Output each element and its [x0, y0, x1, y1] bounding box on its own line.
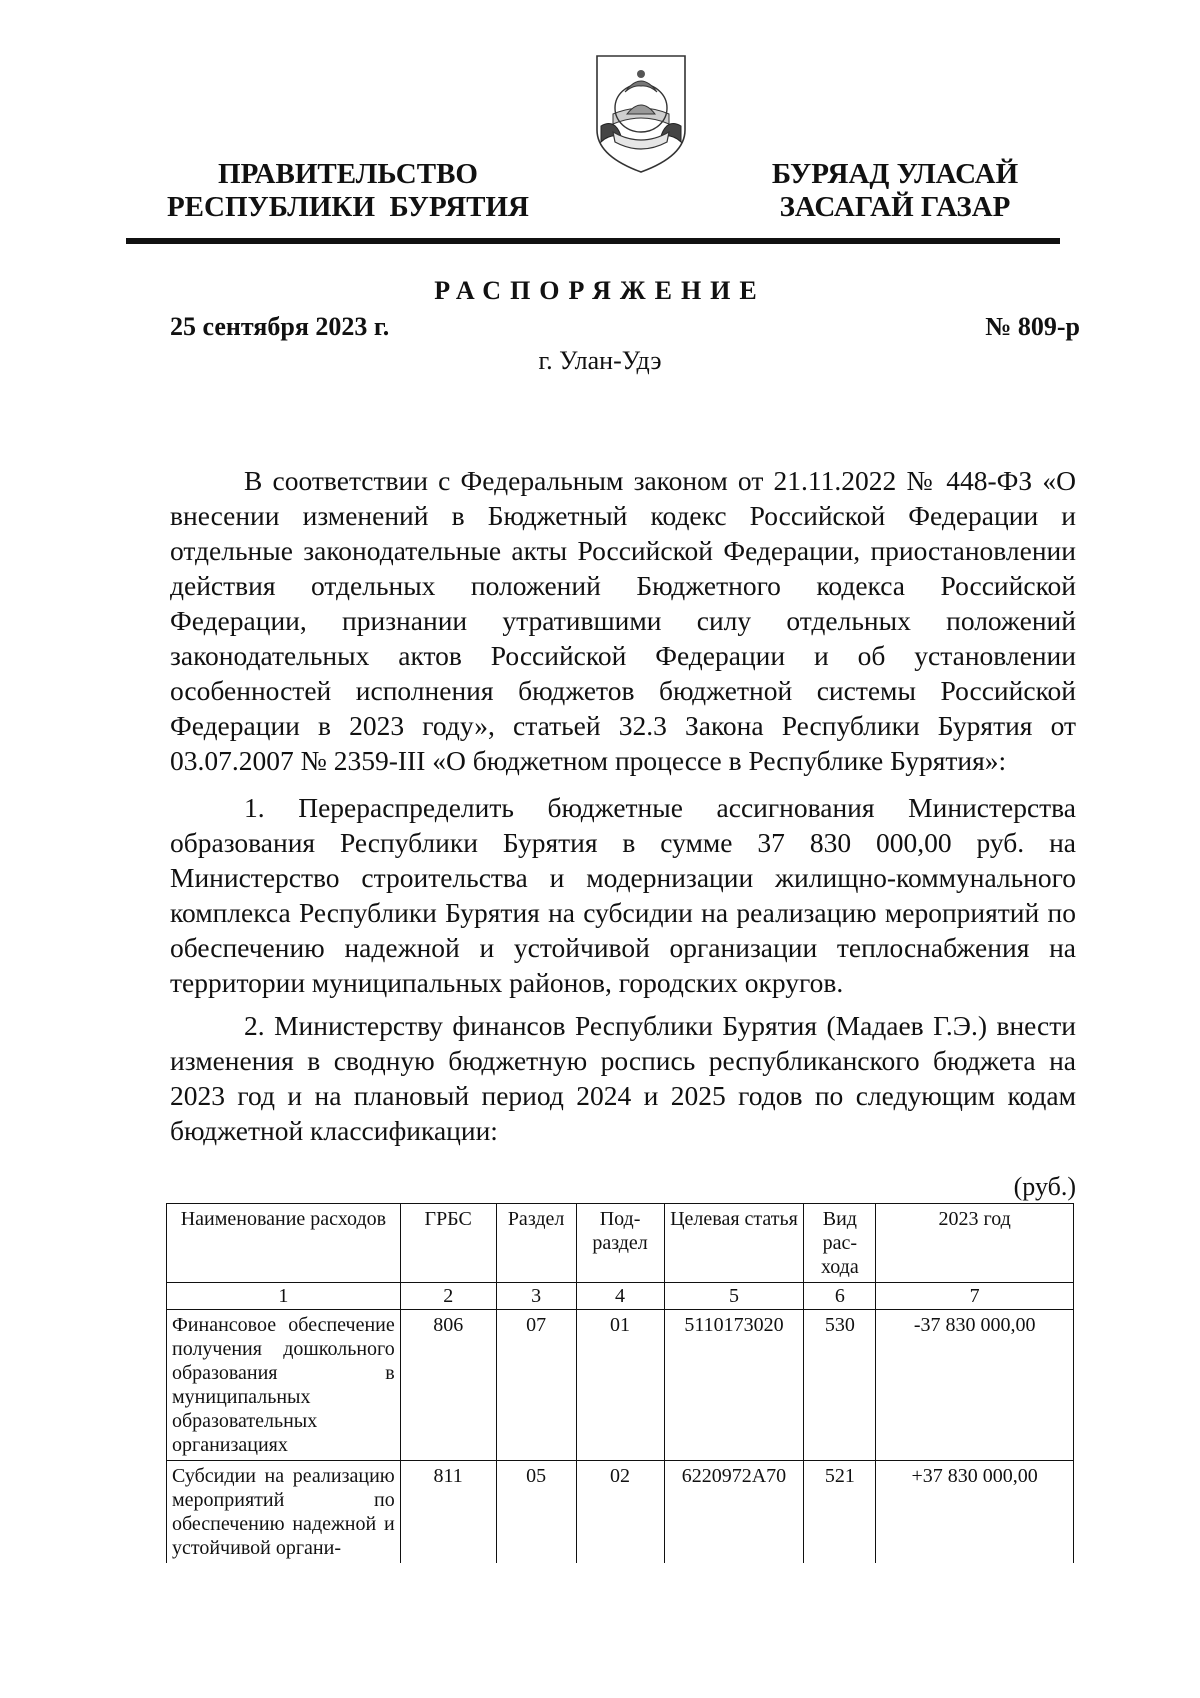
header-year: 2023 год — [876, 1204, 1074, 1283]
preamble-paragraph: В соответствии с Федеральным законом от 21.11.2022 № 448-ФЗ «О внесении изменений в Бюджетный кодекс Российской Федерации и отдельные законодательные акты Российской Федерации, приостановлении действия отдельных положений Бюджетного кодекса Российской Федерации, признании утратившими силу отдельных положений законодательных актов Российской Федерации и об установлении особенностей исполнения бюджетов бюджетной системы Российской Федерации в 2023 году», статьей 32.3 Закона Республики Бурятия от 03.07.2007 № 2359-III «О бюджетном процессе в Республике Бурятия»: — [170, 465, 1076, 776]
item1-block — [170, 790, 1076, 1000]
document-city: г. Улан-Удэ — [538, 346, 662, 375]
row-target: 6220972A70 — [664, 1461, 804, 1564]
document-number: № 809-р — [985, 312, 1080, 341]
row-subsection: 02 — [576, 1461, 664, 1564]
issuer-name-russian — [148, 158, 548, 224]
row-name: Субсидии на реализацию мероприятий по обеспечению надежной и устойчивой органи- — [167, 1461, 401, 1564]
row-expense-type: 521 — [804, 1461, 876, 1564]
column-number: 7 — [876, 1283, 1074, 1310]
row-grbs: 811 — [400, 1461, 496, 1564]
header-target: Целевая статья — [664, 1204, 804, 1283]
issuer-name-russian-line1: ПРАВИТЕЛЬСТВО — [218, 158, 478, 190]
item1-paragraph: 1. Перераспределить бюджетные ассигнования Министерства образования Республики Бурятия в сумме 37 830 000,00 руб. на Министерство строительства и модернизации жилищно-коммунального комплекса Республики Бурятия на субсидии на реализацию мероприятий по обеспечению надежной и устойчивой организации теплоснабжения на территории муниципальных районов, городских округов. — [170, 792, 1076, 998]
row-target: 5110173020 — [664, 1310, 804, 1461]
header-divider — [126, 238, 1060, 244]
row-section: 07 — [496, 1310, 576, 1461]
column-number: 3 — [496, 1283, 576, 1310]
item2-paragraph: 2. Министерству финансов Республики Бурятия (Мадаев Г.Э.) внести изменения в сводную бюджетную роспись республиканского бюджета на 2023 год и на плановый период 2024 и 2025 годов по следующим кодам бюджетной классификации: — [170, 1010, 1076, 1146]
coat-of-arms-icon — [591, 52, 691, 176]
preamble-block — [170, 463, 1076, 778]
row-name: Финансовое обеспечение получения дошкольного образования в муниципальных образовательных организациях — [167, 1310, 401, 1461]
row-amount: -37 830 000,00 — [876, 1310, 1074, 1461]
header-subsection: Под-раздел — [576, 1204, 664, 1283]
table-row — [167, 1310, 1074, 1461]
document-date: 25 сентября 2023 г. — [170, 312, 390, 341]
issuer-name-buryat — [730, 158, 1060, 224]
budget-table — [166, 1203, 1074, 1563]
issuer-name-russian-line2: РЕСПУБЛИКИ БУРЯТИЯ — [166, 191, 530, 223]
table-row — [167, 1461, 1074, 1564]
column-number: 4 — [576, 1283, 664, 1310]
row-amount: +37 830 000,00 — [876, 1461, 1074, 1564]
table-column-numbers-row — [167, 1283, 1074, 1310]
column-number: 5 — [664, 1283, 804, 1310]
column-number: 6 — [804, 1283, 876, 1310]
table-header-row — [167, 1204, 1074, 1283]
header-expense-type: Вид рас-хода — [804, 1204, 876, 1283]
document-title: РАСПОРЯЖЕНИЕ — [434, 276, 766, 305]
header-name: Наименование расходов — [167, 1204, 401, 1283]
item2-block — [170, 1008, 1076, 1148]
row-grbs: 806 — [400, 1310, 496, 1461]
column-number: 1 — [167, 1283, 401, 1310]
header-grbs: ГРБС — [400, 1204, 496, 1283]
column-number: 2 — [400, 1283, 496, 1310]
row-subsection: 01 — [576, 1310, 664, 1461]
issuer-name-buryat-line2: ЗАСАГАЙ ГАЗАР — [779, 191, 1011, 223]
row-section: 05 — [496, 1461, 576, 1564]
row-expense-type: 530 — [804, 1310, 876, 1461]
header-section: Раздел — [496, 1204, 576, 1283]
table-unit-label: (руб.) — [1013, 1172, 1076, 1201]
issuer-name-buryat-line1: БУРЯАД УЛАСАЙ — [771, 158, 1019, 190]
